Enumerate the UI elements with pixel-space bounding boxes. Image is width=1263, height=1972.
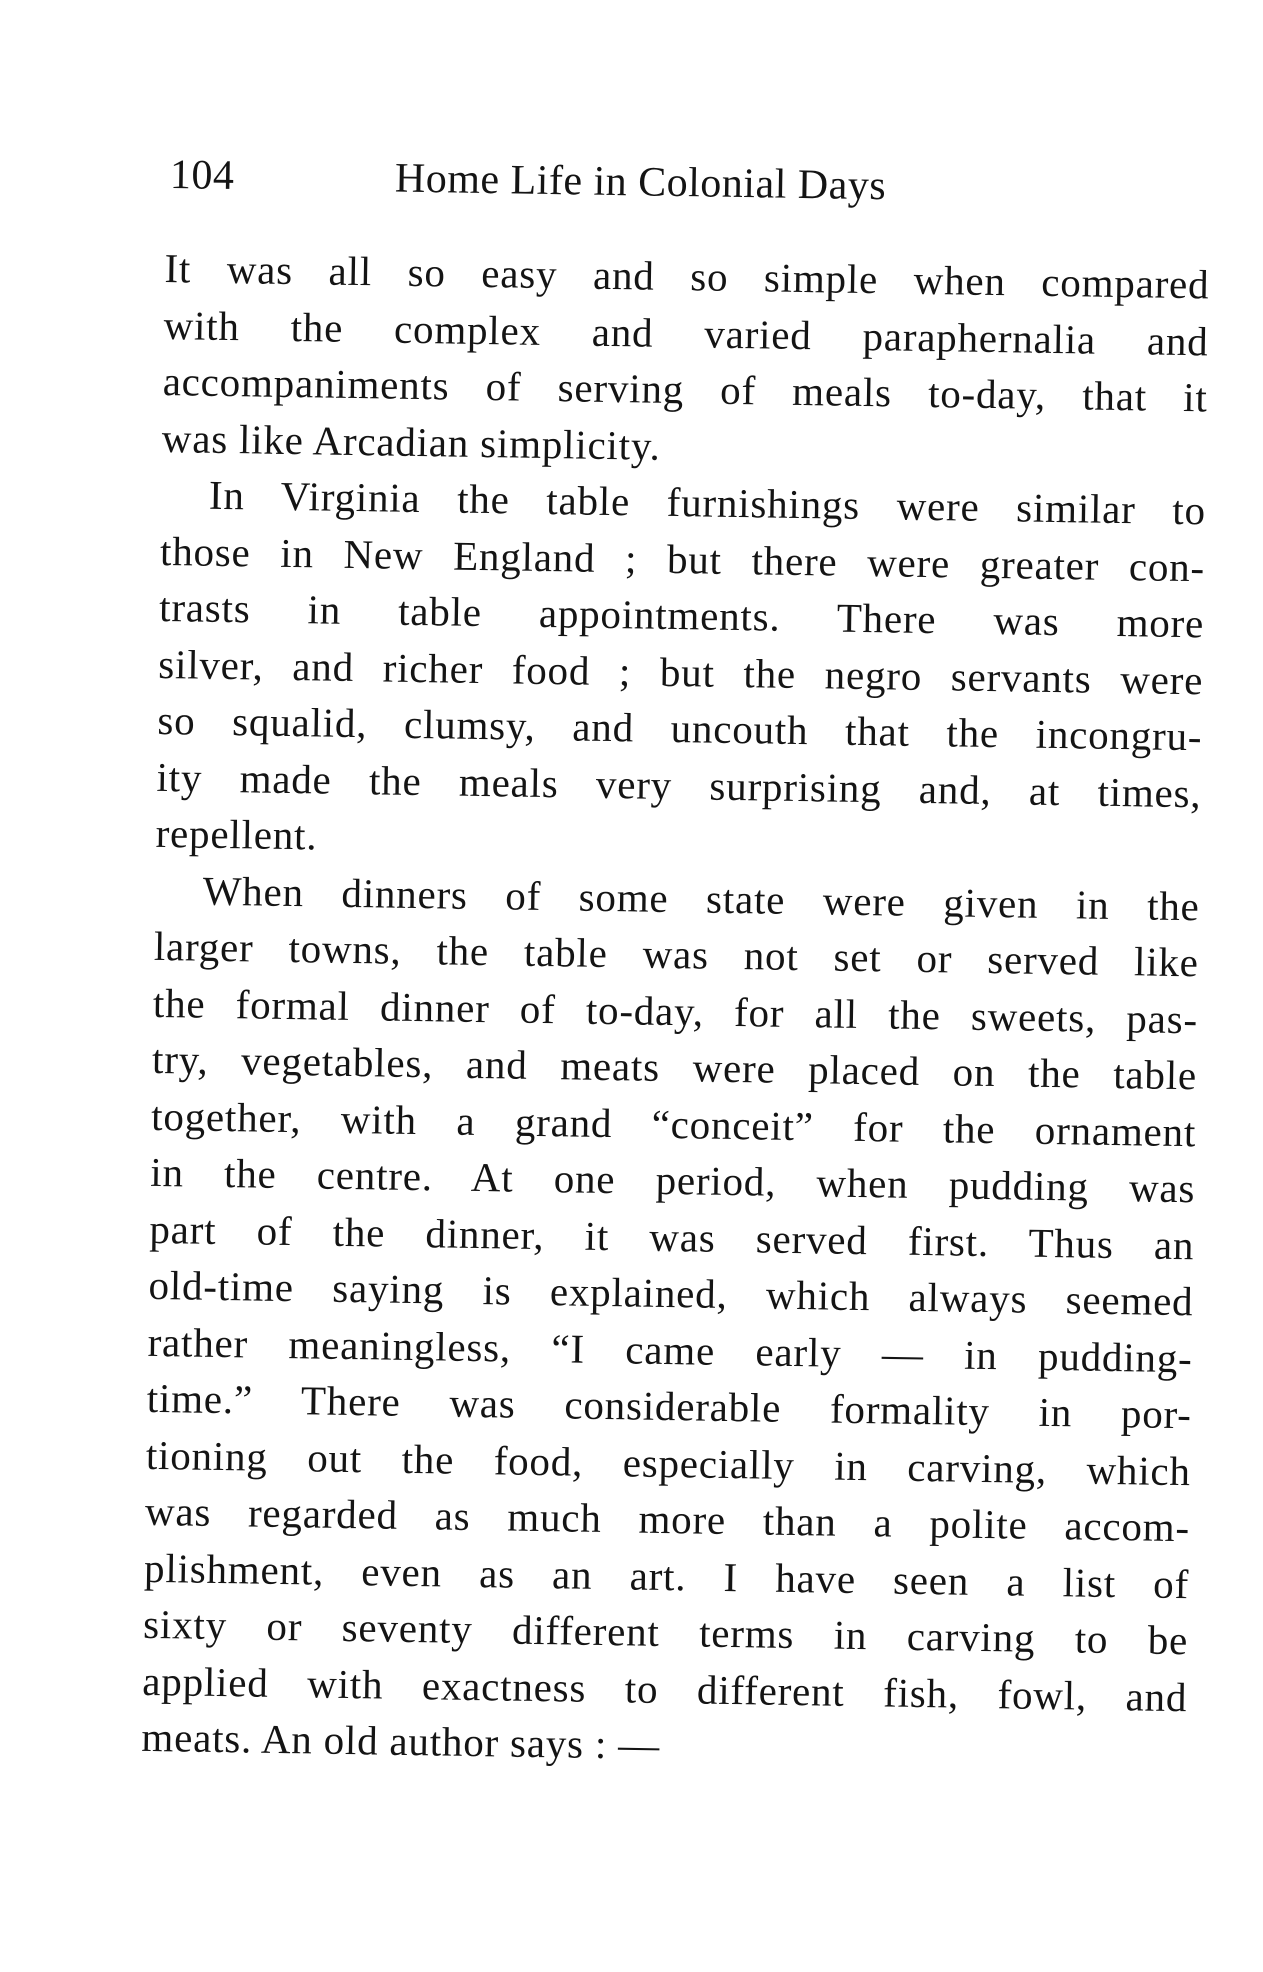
paragraph-dinners-of-state bbox=[141, 861, 1215, 1782]
text-line: those in New England ; but there were greater con- bbox=[159, 527, 1206, 590]
text-line: accompaniments of serving of meals to-day, that it bbox=[162, 357, 1209, 421]
text-line: old-time saying is explained, which always seemed bbox=[148, 1261, 1194, 1325]
text-line: time.” There was considerable formality in por- bbox=[146, 1374, 1193, 1438]
text-line: with the complex and varied paraphernalia and bbox=[163, 301, 1209, 364]
text-line: When dinners of some state were given in the bbox=[202, 867, 1201, 929]
text-line: sixty or seventy different terms in carving to be bbox=[142, 1600, 1189, 1664]
page-number: 104 bbox=[169, 152, 235, 200]
text-line: applied with exactness to different fish, fowl, and bbox=[142, 1657, 1188, 1720]
body-text bbox=[141, 240, 1225, 1782]
text-line: meats. An old author says : — bbox=[141, 1713, 661, 1768]
text-line: was like Arcadian simplicity. bbox=[161, 414, 661, 469]
text-line: together, with a grand “conceit” for the ornament bbox=[150, 1092, 1197, 1155]
text-line: ity made the meals very surprising and, at times, bbox=[156, 753, 1202, 816]
text-line: repellent. bbox=[155, 809, 318, 859]
text-line: In Virginia the table furnishings were similar to bbox=[208, 471, 1207, 534]
running-title: Home Life in Colonial Days bbox=[394, 155, 887, 210]
text-line: trasts in table appointments. There was more bbox=[158, 583, 1205, 647]
text-line: was regarded as much more than a polite accom- bbox=[144, 1487, 1191, 1551]
paragraph-arcadian-simplicity bbox=[161, 240, 1224, 483]
text-line: try, vegetables, and meats were placed on the table bbox=[151, 1035, 1198, 1099]
text-line: silver, and richer food ; but the negro servants were bbox=[157, 640, 1204, 703]
text-line: tioning out the food, especially in carving, which bbox=[145, 1431, 1192, 1494]
paragraph-virginia bbox=[155, 466, 1221, 878]
text-line: It was all so easy and so simple when compared bbox=[164, 244, 1210, 308]
text-line: rather meaningless, “I came early — in pudding- bbox=[147, 1318, 1193, 1381]
running-head bbox=[170, 145, 1031, 219]
text-line: the formal dinner of to-day, for all the sweets, pas- bbox=[152, 979, 1199, 1042]
text-line: so squalid, clumsy, and uncouth that the incongru- bbox=[157, 696, 1203, 760]
text-line: in the centre. At one period, when pudding was bbox=[149, 1148, 1196, 1212]
text-line: plishment, even as an art. I have seen a list of bbox=[143, 1544, 1190, 1607]
text-line: larger towns, the table was not set or served like bbox=[153, 922, 1200, 986]
text-line: part of the dinner, it was served first. Thus an bbox=[149, 1205, 1195, 1268]
